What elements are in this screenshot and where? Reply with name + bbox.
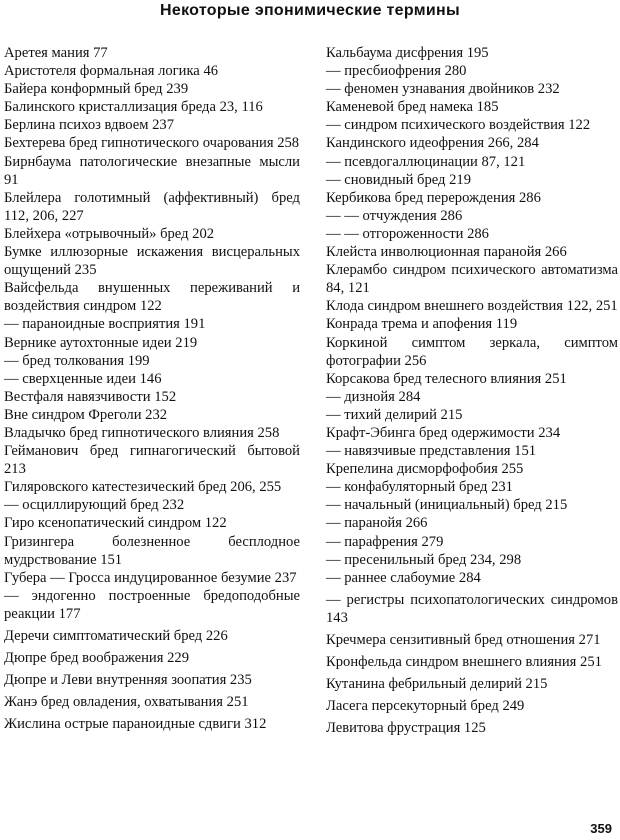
index-entry: Гиляровского катестезический бред 206, 255 [4, 479, 282, 496]
index-subentry: — начальный (инициальный) бред 215 [326, 497, 568, 514]
index-subentry: — раннее слабоумие 284 [326, 569, 481, 586]
index-subentry: — — отчуждения 286 [326, 207, 463, 224]
index-entry: Дюпре бред воображения 229 [4, 650, 189, 667]
index-entry: Аретея мания 77 [4, 45, 108, 61]
index-entry: Деречи симптоматический бред 226 [4, 628, 228, 644]
index-subentry: — параноидные восприятия 191 [4, 316, 206, 333]
index-subentry: — пресбиофрения 280 [326, 63, 467, 80]
index-entry: Вернике аутохтонные идеи 219 [4, 334, 198, 351]
index-subentry: — регистры психопатологических синдромов 143 [326, 591, 618, 626]
index-entry: Левитова фрустрация 125 [326, 720, 486, 737]
index-entry: Аристотеля формальная логика 46 [4, 63, 219, 80]
index-subentry: — осциллирующий бред 232 [4, 497, 185, 514]
index-entry: Корсакова бред телесного влияния 251 [326, 370, 567, 387]
index-subentry: — тихий делирий 215 [326, 406, 463, 423]
index-entry: Кальбаума дисфрения 195 [326, 45, 489, 61]
index-subentry: — парафрения 279 [326, 533, 444, 550]
index-subentry: — конфабуляторный бред 231 [326, 479, 513, 496]
index-subentry: — бред толкования 199 [4, 352, 150, 369]
index-entry: Каменевой бред намека 185 [326, 99, 499, 116]
index-entry: Крепелина дисморфофобия 255 [326, 461, 524, 478]
index-subentry: — синдром психического воздействия 122 [326, 117, 591, 134]
index-entry: Бумке иллюзорные искажения висцеральных ощущений 235 [4, 244, 300, 279]
index-entry: Берлина психоз вдвоем 237 [4, 117, 175, 134]
index-subentry: — эндогенно построенные бредоподобные реакции 177 [4, 587, 300, 622]
index-column-right [326, 44, 618, 737]
index-entry: Гиро ксенопатический синдром 122 [4, 515, 227, 532]
index-entry: Кербикова бред перерождения 286 [326, 189, 541, 206]
index-entry: Кронфельда синдром внешнего влияния 251 [326, 654, 602, 671]
page-title: Некоторые эпонимические термины [160, 2, 460, 19]
index-entry: Дюпре и Леви внутренняя зоопатия 235 [4, 672, 252, 689]
index-entry: Гейманович бред гипнагогический бытовой 213 [4, 443, 300, 478]
index-column-left [4, 44, 300, 733]
index-entry: Блейлера голотимный (аффективный) бред 112, 206, 227 [4, 189, 300, 224]
index-entry: Вестфаля навязчивости 152 [4, 388, 177, 405]
index-entry: Бирнбаума патологические внезапные мысли 91 [4, 153, 300, 188]
index-subentry: — феномен узнавания двойников 232 [326, 81, 560, 98]
index-subentry: — псевдогаллюцинации 87, 121 [326, 153, 526, 170]
index-entry: Вне синдром Фреголи 232 [4, 406, 168, 423]
index-entry: Губера — Гросса индуцированное безумие 237 [4, 569, 297, 586]
index-entry: Кутанина фебрильный делирий 215 [326, 676, 548, 693]
index-subentry: — пресенильный бред 234, 298 [326, 551, 522, 568]
index-entry: Крафт-Эбинга бред одержимости 234 [326, 424, 561, 441]
index-entry: Клода синдром внешнего воздействия 122, 251 [326, 298, 618, 315]
index-entry: Коркиной симптом зеркала, симптом фотографии 256 [326, 334, 618, 369]
index-subentry: — сновидный бред 219 [326, 171, 471, 188]
index-entry: Кандинского идеофрения 266, 284 [326, 135, 539, 152]
index-subentry: — дизнойя 284 [326, 388, 421, 405]
index-entry: Жанэ бред овладения, охватывания 251 [4, 694, 249, 711]
index-entry: Кречмера сензитивный бред отношения 271 [326, 632, 601, 648]
index-entry: Вайсфельда внушенных переживаний и воздействия синдром 122 [4, 280, 300, 315]
index-subentry: — сверхценные идеи 146 [4, 370, 162, 387]
index-entry: Клейста инволюционная паранойя 266 [326, 244, 567, 261]
index-entry: Балинского кристаллизация бреда 23, 116 [4, 99, 263, 116]
index-entry: Бехтерева бред гипнотического очарования 258 [4, 135, 300, 152]
index-entry: Конрада трема и апофения 119 [326, 316, 518, 333]
index-subentry: — — отгороженности 286 [326, 225, 489, 242]
index-entry: Ласега персекуторный бред 249 [326, 698, 525, 715]
index-entry: Гризингера болезненное бесплодное мудрствование 151 [4, 533, 300, 568]
index-entry: Байера конформный бред 239 [4, 81, 189, 98]
index-subentry: — навязчивые представления 151 [326, 443, 537, 460]
index-entry: Владычко бред гипнотического влияния 258 [4, 424, 280, 441]
index-entry: Клерамбо синдром психического автоматизма 84, 121 [326, 262, 618, 297]
index-subentry: — паранойя 266 [326, 515, 428, 532]
page-number: 359 [590, 821, 612, 836]
index-entry: Жислина острые параноидные сдвиги 312 [4, 716, 267, 733]
index-entry: Блейхера «отрывочный» бред 202 [4, 225, 215, 242]
